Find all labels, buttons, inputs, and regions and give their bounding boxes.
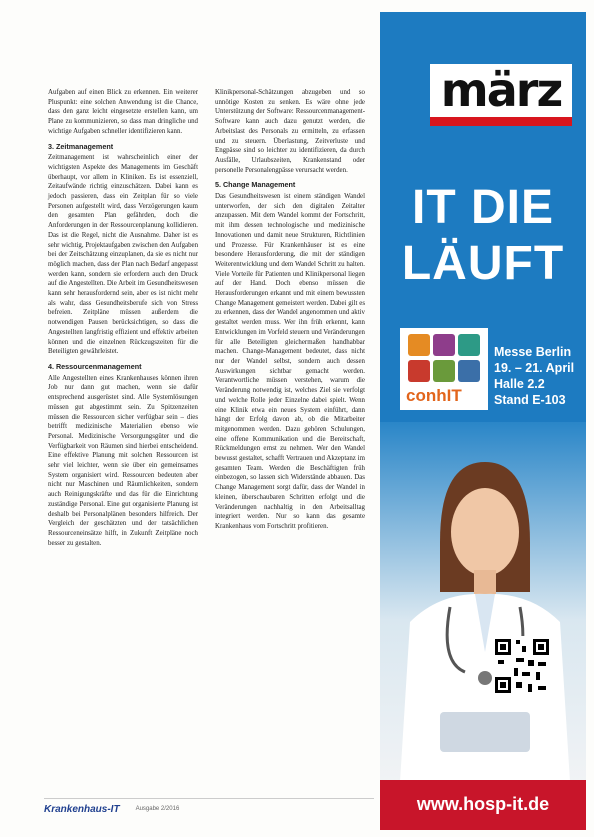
ad-url-bar[interactable] — [380, 780, 586, 830]
doctor-photo — [380, 422, 586, 782]
event-info — [494, 344, 574, 408]
conhit-logo — [400, 328, 488, 410]
event-hall: Halle 2.2 — [494, 377, 545, 391]
maerz-logo — [430, 64, 572, 126]
section-heading: 4. Ressourcenmanagement — [48, 361, 142, 371]
paragraph: Alle Angestellten eines Krankenhauses können ihren Job nur dann gut machen, wenn sie dafür entsprechend ausgerüstet sind. Alle Systemlösungen müssen gut abgestimmt sein. Zu Spitzenzeiten müssen die Ressourcen sicher verfügbar sein – dies betrifft medizinische Materialien ebenso wie Personal. Medizinische Versorgungsgüter und die Verfügbarkeit von Räumen sind hierbei entscheidend. Eine effektive Planung mit solchen Ressourcen ist sehr viel leichter, wenn sie über ein gemeinsames System organisiert wird. Ressourcen bedeuten aber nicht nur Maschinen und Räumlichkeiten, sondern auch Reinigungskräfte und das für die Einrichtung zuständige Personal. Eine gut organisierte Planung ist deshalb bei Personalplänen besonders hilfreich. Der Vergleich der geschätzten und der tatsächlichen Ressourceneinsätze hilft, in Zukunft Zeitpläne noch besser zu gestalten. — [48, 374, 198, 547]
conhit-tile-icon — [433, 334, 455, 356]
advertisement[interactable] — [380, 12, 586, 830]
conhit-tile-icon — [458, 334, 480, 356]
conhit-tile-icon — [433, 360, 455, 382]
conhit-tile-icon — [458, 360, 480, 382]
conhit-tile-icon — [408, 360, 430, 382]
paragraph: Das Gesundheitswesen ist einem ständigen Wandel unterworfen, der sich den digitalen Zeitalter anzupassen. Mit dem Wandel kommt der Fortschritt, mit ihm dessen technologische und medizinische Innovationen und damit neue Strukturen, Richtlinien und Prozesse. Für Krankenhäuser ist es eine besondere Herausforderung, die mit der ständigen Weiterentwicklung und dem Wandel Schritt zu halten. Viele Vorteile für Patienten und Klinikpersonal liegen auf der Hand. Doch ebenso müssen die Herausforderungen erkannt und mit einem bewussten Change Management gemeistert werden. Dabei gilt es zu erkennen, dass der Wandel angenommen und aktiv gestaltet werden muss. Wer ihn früh erkennt, kann Entwicklungen im Vorfeld steuern und Veränderungen für alle Beteiligten gleichermaßen handhabbar machen. Change-Management bedeutet, dass nicht nur der Wandel selbst, sondern auch dessen Auswirkungen sichtbar gemacht werden. Verantwortliche müssen verstehen, warum die Veränderung notwendig ist, welches Ziel sie verfolgt und welche Rolle jeder Einzelne dabei spielt. Wenn eine Klinik etwa ein neues System einführt, dann hängt der Erfolg davon ab, ob die Mitarbeiter mitgenommen werden. Dazu gehören Schulungen, eine offene Kommunikation und die Bereitschaft, Rückmeldungen ernst zu nehmen. Wer den Wandel bewusst gestaltet, schafft Vertrauen und Akzeptanz im gesamten Team. Werden die Beschäftigten früh einbezogen, so lassen sich Widerstände abbauen. Das Change Management sorgt dafür, dass der Wandel in kleinen, überschaubaren Schritten erfolgt und die Veränderungen nachhaltig in den Arbeitsalltag integriert werden. Nur so kann das gesamte Krankenhaus vom Fortschritt profitieren. — [215, 193, 365, 530]
logo-red-bar — [430, 117, 572, 126]
ad-headline-line1: IT DIE — [411, 181, 554, 234]
magazine-logo: Krankenhaus-IT — [44, 803, 120, 815]
conhit-tile-icon — [408, 334, 430, 356]
section-heading: 3. Zeitmanagement — [48, 141, 114, 151]
event-dates: 19. – 21. April — [494, 361, 575, 375]
ad-url-link[interactable]: www.hosp-it.de — [416, 794, 550, 814]
issue-info: Ausgabe 2/2016 — [135, 806, 180, 812]
doctor-illustration — [380, 422, 586, 782]
article-column-left — [48, 88, 198, 553]
paragraph: Zeitmanagement ist wahrscheinlich einer der wichtigsten Aspekte des Managements im Geschäft überhaupt, vor allem in Kliniken. Es ist essenziell, Zeitaufwände richtig einzuschätzen. Dabei kann es jedoch passieren, dass ein Zeitplan für so viele Personen aufgestellt wird, dass Verzögerungen kaum den gesamten Plan gefährden, doch die Anforderungen in der Ressourcenplanung kollidieren. Das ist die Regel, nicht die Ausnahme. Daher ist es sehr wichtig, Projektaufgaben zwischen den Aufgaben bei der Zeitschätzung einzuplanen, da sie es nicht nur möglich machen, dass der Plan nach Bedarf angepasst werden kann, sondern sie erfordern auch den Druck auf die Angestellten. Die Arbeit im Gesundheitswesen kann sehr herausfordernd sein, aber es ist nicht mehr als wahr, dass Gesundheitsberufe sich von Stress befreien. Zeitpläne müssen außerdem die notwendigen Pausen berücksichtigen, so dass die Angestellten langfristig effizient und effektiv arbeiten können und die einzelnen Rückzugszeiten für die Beteiligten gewährleistet. — [48, 154, 199, 356]
ad-headline-line2: LÄUFT — [401, 237, 565, 290]
qr-code-icon — [492, 636, 552, 696]
page-footer — [44, 798, 374, 819]
section-heading: 5. Change Management — [215, 180, 296, 190]
conhit-wordmark: conhIT — [406, 386, 462, 405]
qr-code[interactable] — [492, 636, 552, 696]
paragraph: Klinikpersonal-Schätzungen abzugeben und so unnötige Kosten zu senken. Es wäre ohne jede Unterstützung der Software: Ressourcenmanagement-Software kann auch dazu genutzt werden, die Arbeitslast des Personals zu ermitteln, zu erfassen und zu steuern. Überlastung, Zeitverluste und Engpässe sind so leichter zu identifizieren, da durch Ausfälle, Urlaubszeiten, Krankenstand oder personelle Personalengpässe verursacht werden. — [215, 89, 365, 174]
event-stand: Stand E-103 — [494, 393, 566, 407]
article-column-right — [215, 88, 365, 537]
paragraph: Aufgaben auf einen Blick zu erkennen. Ein weiterer Pluspunkt: eine solchen Anwendung ist die Chance, dass den ganz leicht eingesetzte erstellen kann, um Plane zu kommunizieren, so dass man dringliche und wichtige Aufgaben schneller identifizieren kann. — [48, 89, 198, 135]
event-venue: Messe Berlin — [494, 345, 572, 359]
maerz-logo-text: märz — [440, 63, 562, 117]
